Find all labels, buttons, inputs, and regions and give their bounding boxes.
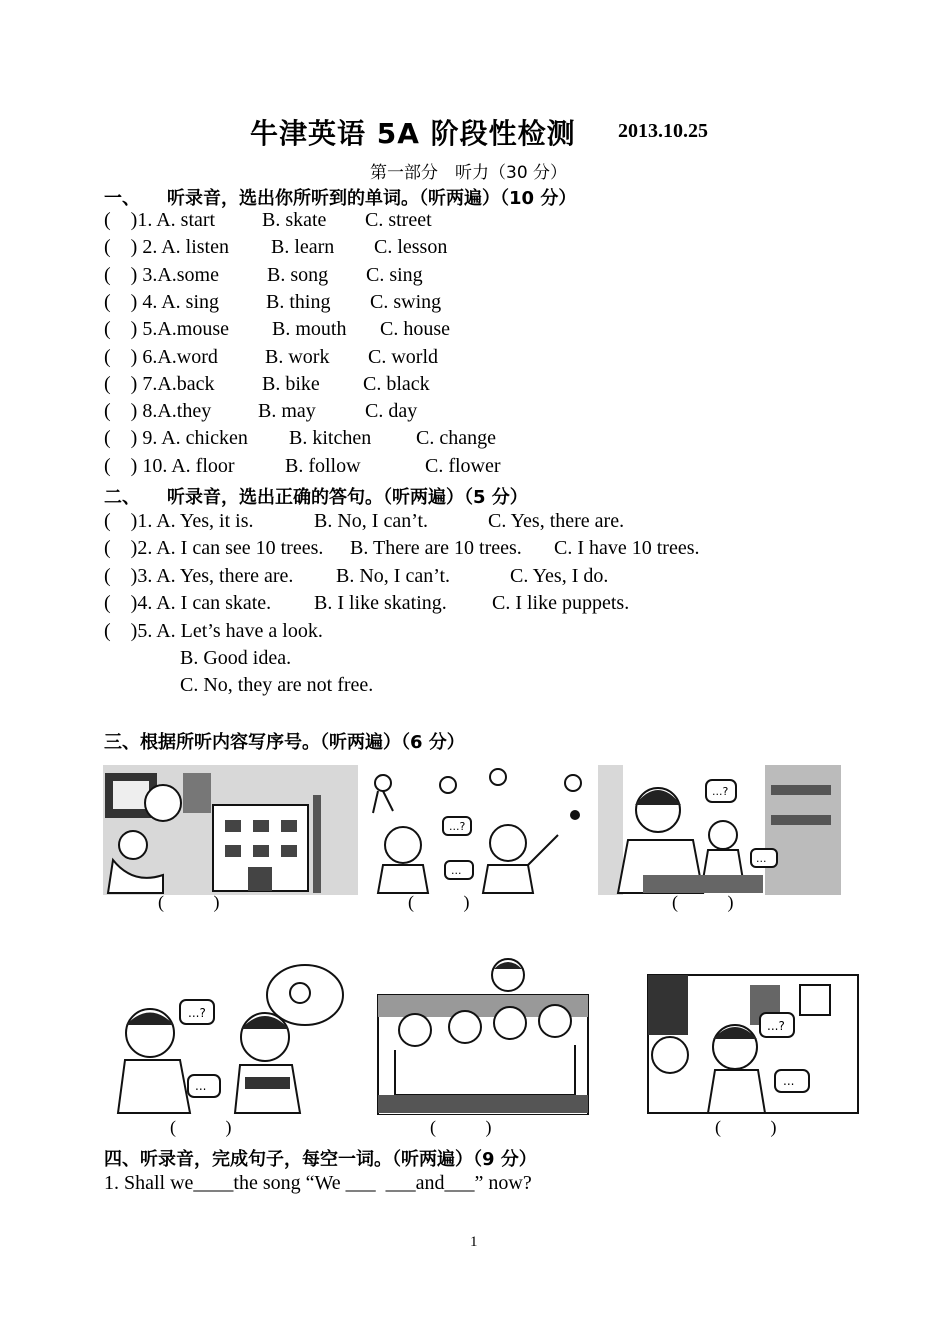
option-c: C. Yes, I do. (510, 564, 609, 587)
exam-date: 2013.10.25 (618, 120, 708, 142)
option-c: C. day (365, 400, 418, 423)
option-b: B. song (267, 263, 329, 286)
option-c: C. I like puppets. (492, 591, 630, 614)
option-a: ( )2. A. I can see 10 trees. (104, 537, 324, 560)
answer-paren-6[interactable]: ( ) (715, 1117, 777, 1137)
option-a: ( )4. A. I can skate. (104, 591, 272, 614)
option-b: B. work (265, 345, 330, 368)
option-c: C. lesson (374, 236, 448, 259)
option-a: ( ) 8.A.they (104, 400, 212, 423)
option-b: B. follow (285, 454, 361, 477)
section2-item5-b: B. Good idea. (180, 647, 292, 669)
section2-item5-c: C. No, they are not free. (180, 674, 374, 696)
bubble-question-1: ...? (449, 820, 466, 833)
answer-paren-5[interactable]: ( ) (430, 1117, 492, 1137)
option-b: B. No, I can’t. (336, 564, 451, 587)
section1-heading: 一、 听录音，选出你所听到的单词。（听两遍）（10 分） (104, 188, 577, 209)
picture-row-1 (103, 765, 841, 895)
option-c: C. house (380, 318, 450, 341)
picture-4-two-boys (118, 965, 343, 1113)
bubble-question-3: ...? (188, 1006, 206, 1020)
option-c: C. flower (425, 454, 501, 477)
option-b: B. There are 10 trees. (350, 537, 522, 560)
option-b: B. may (258, 400, 316, 423)
bubble-dots-3: ... (195, 1079, 207, 1093)
option-b: B. No, I can’t. (314, 510, 429, 532)
section2-heading: 二、 听录音，选出正确的答句。（听两遍）（5 分） (104, 487, 528, 508)
picture-row-2 (110, 955, 860, 1115)
option-a: ( ) 10. A. floor (104, 454, 235, 477)
option-a: ( ) 9. A. chicken (104, 427, 248, 450)
section2-item5-a: ( )5. A. Let’s have a look. (104, 620, 323, 642)
option-b: B. learn (271, 236, 335, 259)
page-number: 1 (470, 1234, 478, 1250)
option-c: C. sing (366, 263, 423, 286)
part-subtitle: 第一部分 听力（30 分） (370, 163, 568, 183)
option-b: B. thing (266, 290, 331, 313)
option-a: ( )1. A. start (104, 209, 216, 231)
option-c: C. change (416, 427, 496, 450)
picture-2-playground (358, 765, 598, 895)
option-c: C. street (365, 209, 432, 231)
option-c: C. world (368, 345, 438, 368)
bubble-dots-4: ... (783, 1074, 795, 1088)
option-b: B. mouth (272, 318, 347, 341)
picture-5-family-sofa (378, 959, 588, 1115)
bubble-dots-2: ... (756, 852, 767, 865)
picture-6-boy-waving (648, 975, 858, 1113)
option-a: ( ) 4. A. sing (104, 290, 219, 313)
picture-3-kitchen (618, 765, 841, 895)
answer-paren-1[interactable]: ( ) (158, 892, 220, 912)
option-a: ( )1. A. Yes, it is. (104, 510, 254, 532)
option-a: ( )3. A. Yes, there are. (104, 564, 294, 587)
answer-paren-3[interactable]: ( ) (672, 892, 734, 912)
bubble-question-2: ...? (712, 785, 729, 798)
option-c: C. Yes, there are. (488, 510, 625, 532)
section4-heading: 四、听录音，完成句子，每空一词。（听两遍）（9 分） (104, 1149, 537, 1170)
section4-question-1: 1. Shall we____the song “We ___ ___and___” now? (104, 1172, 532, 1194)
option-a: ( ) 5.A.mouse (104, 318, 229, 341)
option-a: ( ) 7.A.back (104, 372, 215, 395)
option-c: C. black (363, 372, 430, 395)
option-a: ( ) 6.A.word (104, 345, 218, 368)
option-b: B. kitchen (289, 427, 372, 450)
answer-paren-4[interactable]: ( ) (170, 1117, 232, 1137)
bubble-question-4: ...? (767, 1019, 785, 1033)
option-b: B. I like skating. (314, 591, 447, 614)
option-c: C. I have 10 trees. (554, 537, 700, 560)
section3-heading: 三、根据所听内容写序号。（听两遍）（6 分） (104, 732, 465, 753)
option-b: B. skate (262, 209, 327, 231)
bubble-dots-1: ... (451, 864, 462, 877)
answer-paren-2[interactable]: ( ) (408, 892, 470, 912)
option-b: B. bike (262, 372, 320, 395)
page-title: 牛津英语 5A 阶段性检测 (250, 117, 576, 150)
option-c: C. swing (370, 290, 442, 313)
option-a: ( ) 2. A. listen (104, 236, 229, 259)
option-a: ( ) 3.A.some (104, 263, 219, 286)
